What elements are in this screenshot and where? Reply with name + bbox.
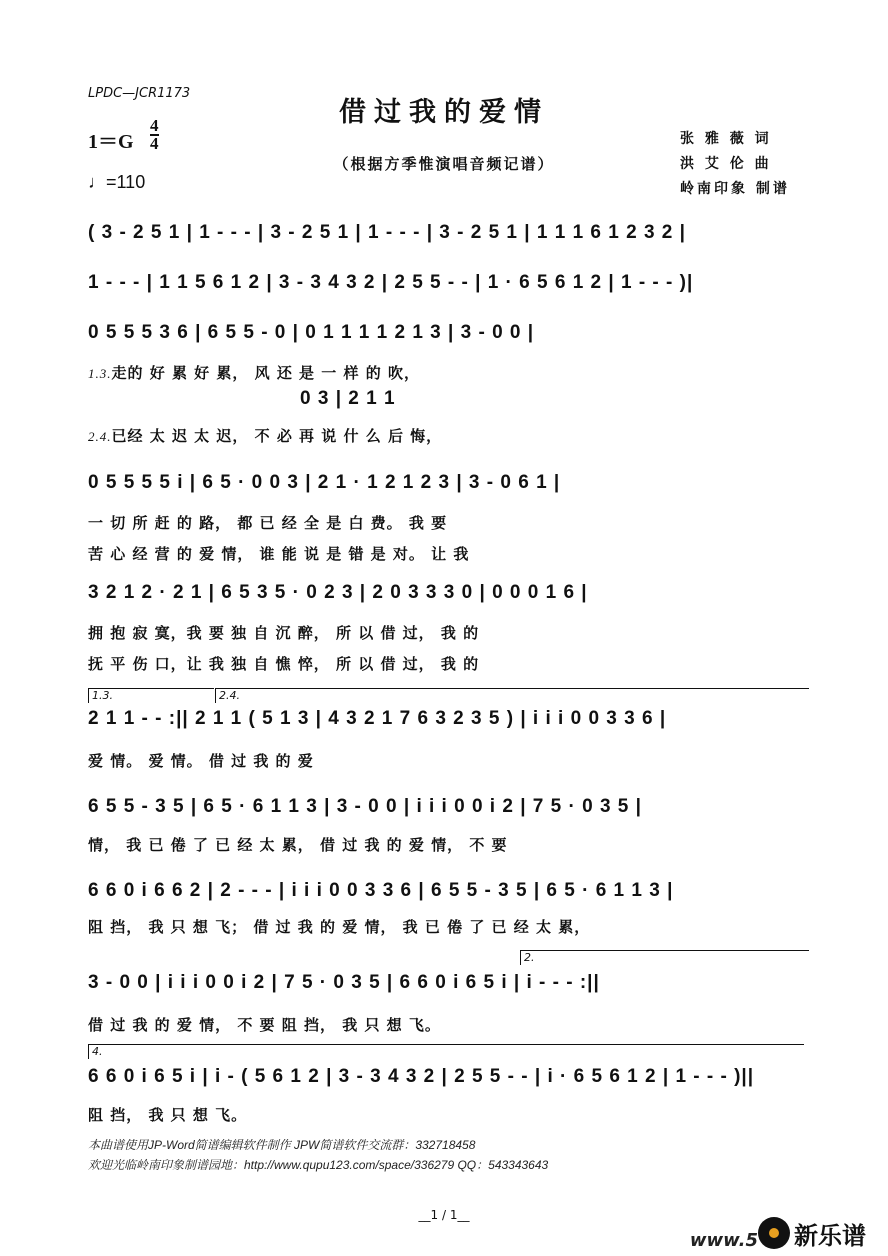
composer-credit: 洪 艾 伦 曲 <box>680 156 772 172</box>
lyric-row <box>88 916 590 937</box>
notation-text: 0 5 5 5 3 6 | 6 5 5 - 0 | 0 1 1 1 1 2 1 3 | 3 - 0 0 | <box>88 322 535 343</box>
score-code: LPDC—JCR1173 <box>88 86 191 101</box>
lyric-row <box>88 362 420 383</box>
lyric-text: 走的 好 累 好 累， 风 还 是 一 样 的 吹， <box>111 364 420 382</box>
notation-row <box>88 272 693 294</box>
lyric-text: 拥 抱 寂 寞，我 要 独 自 沉 醉， 所 以 借 过， 我 的 <box>88 624 480 642</box>
lyric-row <box>88 425 442 446</box>
notation-row <box>88 880 673 902</box>
time-signature-top: 4 <box>150 116 159 135</box>
notation-text: 6 5 5 - 3 5 | 6 5 · 6 1 1 3 | 3 - 0 0 | i i i 0 0 i 2 | 7 5 · 0 3 5 | <box>88 796 642 817</box>
notation-row <box>88 708 666 730</box>
notation-text: 6 6 0 i 6 5 i | i - ( 5 6 1 2 | 3 - 3 4 3 2 | 2 5 5 - - | i · 6 5 6 1 2 | 1 - - - )|| <box>88 1066 755 1087</box>
ending-bracket: 4. <box>88 1044 804 1059</box>
notation-row <box>88 796 642 818</box>
notation-text: 3 2 1 2 · 2 1 | 6 5 3 5 · 0 2 3 | 2 0 3 3 3 0 | 0 0 0 1 6 | <box>88 582 588 603</box>
song-title: 借过我的爱情 <box>339 97 549 128</box>
notation-row <box>88 972 600 994</box>
notation-row <box>88 472 560 494</box>
lyricist-credit: 张 雅 薇 词 <box>680 131 772 147</box>
lyric-text: 阻 挡， 我 只 想 飞。 <box>88 1106 248 1124</box>
notation-text: ( 3 - 2 5 1 | 1 - - - | 3 - 2 5 1 | 1 - - - | 3 - 2 5 1 | 1 1 1 6 1 2 3 2 | <box>88 222 686 243</box>
notation-text: 1 - - - | 1 1 5 6 1 2 | 3 - 3 4 3 2 | 2 5 5 - - | 1 · 6 5 6 1 2 | 1 - - - )| <box>88 272 694 293</box>
lyric-row <box>88 1014 441 1035</box>
lyric-text: 抚 平 伤 口，让 我 独 自 憔 悴， 所 以 借 过， 我 的 <box>88 655 480 673</box>
key-signature: 1＝G <box>88 131 134 153</box>
verse-number: 1.3. <box>88 366 112 381</box>
lyric-row <box>88 653 479 674</box>
notation-row <box>88 582 588 604</box>
lyric-text: 爱 情。 爱 情。 借 过 我 的 爱 <box>88 752 314 770</box>
notation-row <box>88 322 534 344</box>
watermark-logo <box>758 1214 880 1252</box>
subtitle: （根据方季惟演唱音频记谱） <box>333 155 555 173</box>
ending-bracket: 2.4. <box>215 688 809 703</box>
lyric-row <box>88 834 508 855</box>
lyric-text: 借 过 我 的 爱 情， 不 要 阻 挡， 我 只 想 飞。 <box>88 1016 441 1034</box>
lyric-row <box>88 543 469 564</box>
notation-row <box>88 1066 754 1088</box>
lyric-row <box>88 1104 247 1125</box>
notation-text: 0 5 5 5 5 i | 6 5 · 0 0 3 | 2 1 · 1 2 1 2 3 | 3 - 0 6 1 | <box>88 472 561 493</box>
lyric-text: 情， 我 已 倦 了 已 经 太 累， 借 过 我 的 爱 情， 不 要 <box>88 836 508 854</box>
ending-bracket: 1.3. <box>88 688 214 703</box>
lyric-row <box>88 622 479 643</box>
lyric-text: 阻 挡， 我 只 想 飞； 借 过 我 的 爱 情， 我 已 倦 了 已 经 太 累， <box>88 918 591 936</box>
page-number: __1 / 1__ <box>418 1208 470 1222</box>
lyric-text: 苦 心 经 营 的 爱 情， 谁 能 说 是 错 是 对。 让 我 <box>88 545 470 563</box>
footer-website-line: 欢迎光临岭南印象制谱园地：http://www.qupu123.com/space/336279 QQ：543343643 <box>88 1158 549 1172</box>
quarter-note-icon: ♩ <box>88 172 106 192</box>
notation-text: 3 - 0 0 | i i i 0 0 i 2 | 7 5 · 0 3 5 | 6 6 0 i 6 5 i | i - - - :|| <box>88 972 600 993</box>
arranger-credit: 岭南印象 制谱 <box>680 181 790 197</box>
tempo-marking <box>88 172 145 193</box>
lyric-text: 一 切 所 赶 的 路， 都 已 经 全 是 白 费。 我 要 <box>88 514 448 532</box>
time-signature <box>150 118 159 152</box>
verse-number: 2.4. <box>88 429 112 444</box>
record-disk-icon <box>758 1217 790 1249</box>
ending-bracket: 2. <box>520 950 809 965</box>
lyric-row <box>88 750 314 771</box>
notation-row <box>88 222 686 244</box>
lyric-row <box>88 512 447 533</box>
footer-software-line: 本曲谱使用JP-Word简谱编辑软件制作 JPW简谱软件交流群：332718458 <box>88 1138 476 1152</box>
notation-text: 0 3 | 2 1 1 <box>300 388 396 409</box>
notation-row <box>300 388 396 410</box>
notation-text: 6 6 0 i 6 6 2 | 2 - - - | i i i 0 0 3 3 6 | 6 5 5 - 3 5 | 6 5 · 6 1 1 3 | <box>88 880 674 901</box>
tempo-value: =110 <box>106 172 146 192</box>
lyric-text: 已经 太 迟 太 迟， 不 必 再 说 什 么 后 悔， <box>111 427 443 445</box>
watermark-url: www.5 <box>689 1230 758 1251</box>
watermark-logo-text: 新乐谱 <box>794 1221 866 1250</box>
time-signature-bottom: 4 <box>150 134 159 153</box>
notation-text: 2 1 1 - - :|| 2 1 1 ( 5 1 3 | 4 3 2 1 7 6 3 2 3 5 ) | i i i 0 0 3 3 6 | <box>88 708 667 729</box>
